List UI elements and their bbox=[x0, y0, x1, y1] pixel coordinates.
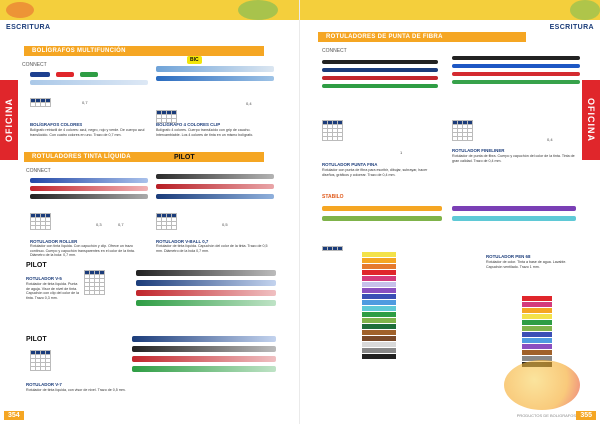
fine-marker-black bbox=[322, 60, 438, 64]
v7-pen bbox=[132, 366, 276, 372]
fineliner-desc: Rotulador de punta de fibra. Cuerpo y capuchón del color de la tinta. Tinta de gran calidad. Trazo de 0,4 mm. bbox=[452, 154, 575, 163]
v7-title: ROTULADOR V-7 bbox=[26, 382, 62, 387]
fineliner-title: ROTULADOR FINELINER bbox=[452, 148, 505, 153]
pen-cap-green bbox=[80, 72, 98, 77]
left-section-label: ESCRITURA bbox=[6, 24, 51, 31]
table-vball bbox=[156, 213, 177, 230]
right-header-bar bbox=[300, 0, 600, 20]
v5-desc: Rotulador de tinta líquida. Punta de aguja. Visor de nivel de tinta. Capuchón con clip del color de la tinta. Trazo 0,3 mm. bbox=[26, 282, 79, 300]
stroke-size-label: 1 bbox=[400, 150, 403, 155]
left-page-number: 354 bbox=[4, 411, 24, 420]
fineliner-green bbox=[452, 80, 580, 84]
banner-punta-fibra: ROTULADORES DE PUNTA DE FIBRA bbox=[318, 32, 526, 42]
fine-marker-blue bbox=[322, 68, 438, 72]
stroke-size-label: 0,7 bbox=[118, 222, 124, 227]
banner-tinta-liquida: ROTULADORES TINTA LÍQUIDA bbox=[24, 152, 264, 162]
vball-pen-red bbox=[156, 184, 274, 189]
pen68-color-list-b bbox=[522, 296, 552, 368]
left-doodle-icon bbox=[238, 0, 278, 20]
brand-bic: BIC bbox=[187, 56, 202, 64]
roller-pen-black bbox=[30, 194, 148, 199]
pen68-marker bbox=[322, 216, 442, 221]
pen68-marker bbox=[452, 206, 576, 211]
roller-desc: Rotulador con tinta líquida. Con capuchón y clip. Ofrece un trazo continuo. Cuerpo y capuchón transparentes en el color de la tinta. Diámetro de la bola: 0,7 mm. bbox=[30, 244, 135, 257]
fine-marker-green bbox=[322, 84, 438, 88]
v7-pen bbox=[132, 356, 276, 362]
bolig-clip-title: BOLÍGRAFO 4 COLORES CLIP bbox=[156, 122, 221, 127]
vball-pen-black bbox=[156, 174, 274, 179]
brand-stabilo: STABILO bbox=[322, 194, 344, 200]
v5-pen bbox=[136, 290, 276, 296]
v5-pen bbox=[136, 300, 276, 306]
bolig-clip-desc: Bolígrafo 4 colores. Cuerpo translúcido con grip de caucho. Intercambiable. Los 4 colores de tinta en un mismo bolígrafo. bbox=[156, 128, 254, 137]
stroke-size-label: 0,7 bbox=[82, 100, 88, 105]
v5-pen bbox=[136, 270, 276, 276]
brand-pilot-3: PILOT bbox=[26, 336, 47, 343]
table-multifuncion bbox=[30, 98, 51, 107]
right-page bbox=[300, 0, 600, 424]
stroke-size-label: 0,3 bbox=[96, 222, 102, 227]
v7-pen bbox=[132, 346, 276, 352]
banner-multifuncion: BOLÍGRAFOS MULTIFUNCIÓN bbox=[24, 46, 264, 56]
brand-connect-right: CONNECT bbox=[322, 48, 347, 54]
pen-clip-multi bbox=[156, 66, 274, 72]
bolig-colores-desc: Bolígrafo retráctil de 4 colores: azul, negro, rojo y verde. De cuerpo azul translúcido. Con cuatro colores en uno. Trazo de 0,7 mm. bbox=[30, 128, 145, 137]
table-roller bbox=[30, 213, 51, 230]
v7-pen bbox=[132, 336, 276, 342]
brand-connect-2: CONNECT bbox=[26, 168, 51, 174]
bolig-colores-title: BOLÍGRAFOS COLORES bbox=[30, 122, 83, 127]
left-vertical-tab: OFICINA bbox=[0, 80, 18, 160]
table-v5 bbox=[84, 270, 105, 295]
table-v7 bbox=[30, 350, 51, 371]
pen68-marker bbox=[322, 206, 442, 211]
roller-pen-blue bbox=[30, 178, 148, 183]
table-punta-fina bbox=[322, 120, 343, 141]
pen68-color-list-a bbox=[362, 252, 396, 360]
left-doodle-icon bbox=[6, 2, 34, 18]
stroke-size-label: 0,4 bbox=[246, 101, 252, 106]
v5-pen bbox=[136, 280, 276, 286]
right-page-number: 355 bbox=[576, 411, 596, 420]
roller-pen-red bbox=[30, 186, 148, 191]
brand-connect-1: CONNECT bbox=[22, 62, 47, 68]
pen-clip-multi bbox=[156, 76, 274, 81]
stroke-size-label: 0,4 bbox=[547, 137, 553, 142]
table-fineliner bbox=[452, 120, 473, 141]
brand-pilot-2: PILOT bbox=[26, 262, 47, 269]
kids-drawing-icon bbox=[504, 360, 580, 410]
v5-title: ROTULADOR V-5 bbox=[26, 276, 62, 281]
roller-ball-title: ROTULADOR V-BALL 0,7 bbox=[156, 239, 209, 244]
fineliner-black bbox=[452, 56, 580, 60]
fineliner-red bbox=[452, 72, 580, 76]
table-pen68-a bbox=[322, 246, 343, 251]
right-section-label: ESCRITURA bbox=[549, 24, 594, 31]
v7-desc: Rotulador de tinta líquida, con visor de nivel. Trazo de 0,5 mm. bbox=[26, 388, 126, 392]
right-footer-note: PRODUCTOS DE BOLIGRAFOS bbox=[516, 413, 576, 418]
punta-fina-title: ROTULADOR PUNTA FINA bbox=[322, 162, 378, 167]
vball-pen-blue bbox=[156, 194, 274, 199]
brand-pilot-1: PILOT bbox=[174, 154, 195, 161]
pen68-desc: Rotulador de color. Tinta a base de agua. Lavable. Capuchón ventilado. Trazo 1 mm. bbox=[486, 260, 567, 269]
roller-ball-desc: Rotulador de tinta líquida. Capuchón del color de la tinta. Trazo de 0,5 mm. Diámetro de la bola 0,7 mm. bbox=[156, 244, 268, 253]
right-doodle-icon bbox=[570, 0, 600, 20]
stroke-size-label: 0,5 bbox=[222, 222, 228, 227]
roller-title: ROTULADOR ROLLER bbox=[30, 239, 78, 244]
pen-cap-red bbox=[56, 72, 74, 77]
punta-fina-desc: Rotulador con punta de fibra para escribir, dibujar, subrayar, hacer diseños, gráficos y colorear. Trazo de 0,4 mm. bbox=[322, 168, 428, 177]
pen-cap-blue bbox=[30, 72, 50, 77]
fine-marker-red bbox=[322, 76, 438, 80]
pen-body-multi bbox=[30, 80, 148, 85]
fineliner-blue bbox=[452, 64, 580, 68]
pen68-marker bbox=[452, 216, 576, 221]
pen68-title: ROTULADOR PEN 68 bbox=[486, 254, 531, 259]
right-vertical-tab: OFICINA bbox=[582, 80, 600, 160]
